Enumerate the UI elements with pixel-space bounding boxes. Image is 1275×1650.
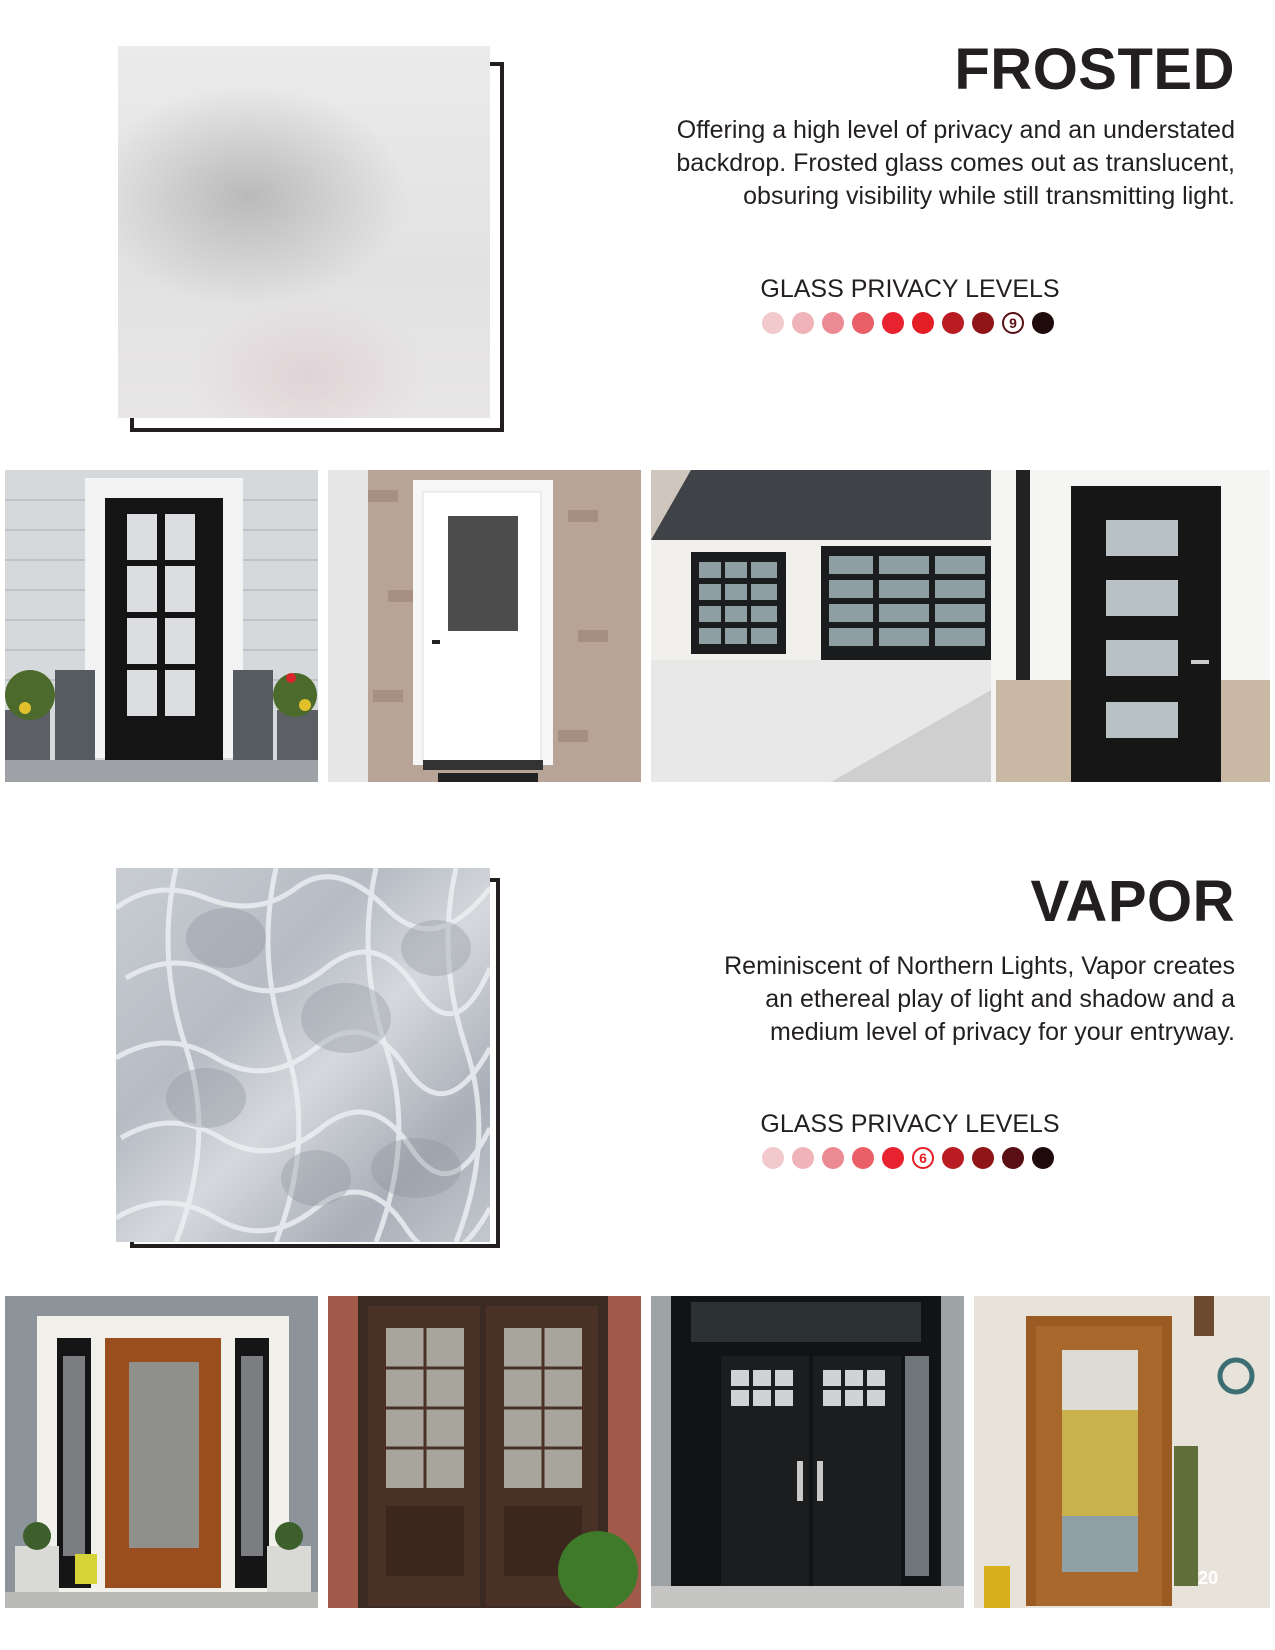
front-door-illustration [5, 470, 318, 782]
vapor-privacy-dot [1032, 1147, 1054, 1169]
vapor-glass-swatch [116, 868, 490, 1242]
frosted-desc-line: backdrop. Frosted glass comes out as translucent, [676, 149, 1235, 177]
vapor-privacy-dot [852, 1147, 874, 1169]
vapor-desc-line: Reminiscent of Northern Lights, Vapor creates [724, 952, 1235, 980]
vapor-privacy-dot-selected: 6 [912, 1147, 934, 1169]
frosted-privacy-dot [852, 312, 874, 334]
vapor-title: VAPOR [1030, 869, 1235, 934]
vapor-desc-line: medium level of privacy for your entryway. [770, 1018, 1235, 1046]
vapor-privacy-dot [792, 1147, 814, 1169]
photo-frosted-garage [651, 470, 1270, 782]
vapor-frame-bottom [130, 1244, 500, 1248]
frosted-privacy-dot [1032, 312, 1054, 334]
vapor-desc-line: an ethereal play of light and shadow and a [765, 985, 1235, 1013]
vapor-frame-right [496, 878, 500, 1248]
photo-vapor-double-door [328, 1296, 641, 1608]
garage-illustration [651, 470, 1270, 782]
wood-door-illustration [5, 1296, 318, 1608]
frosted-privacy-dot [972, 312, 994, 334]
frosted-description [595, 114, 1235, 213]
double-door-illustration [328, 1296, 641, 1608]
frosted-privacy-dots [762, 312, 1054, 334]
frosted-desc-line: Offering a high level of privacy and an understated [676, 116, 1235, 144]
photo-vapor-wood-door [5, 1296, 318, 1608]
vapor-description [595, 950, 1235, 1049]
frosted-privacy-dot [882, 312, 904, 334]
white-door-illustration [328, 470, 641, 782]
frosted-privacy-dot [792, 312, 814, 334]
frosted-privacy-dot [822, 312, 844, 334]
frosted-desc-line: obsuring visibility while still transmitting light. [743, 182, 1235, 210]
photo-frosted-front-door [5, 470, 318, 782]
frosted-glass-swatch [118, 46, 490, 418]
vapor-texture [116, 868, 490, 1242]
page-number: 20 [1198, 1568, 1219, 1588]
vapor-privacy-dots [762, 1147, 1054, 1169]
vapor-privacy-dot [822, 1147, 844, 1169]
vapor-privacy-label: GLASS PRIVACY LEVELS [760, 1110, 1060, 1138]
photo-vapor-black-double-door [651, 1296, 964, 1608]
photo-frosted-white-door [328, 470, 641, 782]
photo-vapor-interior-door [974, 1296, 1270, 1608]
frosted-privacy-dot [912, 312, 934, 334]
frosted-privacy-dot [762, 312, 784, 334]
black-double-door-illustration [651, 1296, 964, 1608]
vapor-privacy-dot [882, 1147, 904, 1169]
vapor-privacy-dot [972, 1147, 994, 1169]
frosted-privacy-dot-selected: 9 [1002, 312, 1024, 334]
frosted-privacy-dot [942, 312, 964, 334]
frosted-privacy-label: GLASS PRIVACY LEVELS [760, 275, 1060, 303]
vapor-privacy-dot [1002, 1147, 1024, 1169]
interior-door-illustration [974, 1296, 1270, 1608]
frosted-title: FROSTED [954, 37, 1235, 102]
vapor-privacy-dot [762, 1147, 784, 1169]
vapor-privacy-dot [942, 1147, 964, 1169]
